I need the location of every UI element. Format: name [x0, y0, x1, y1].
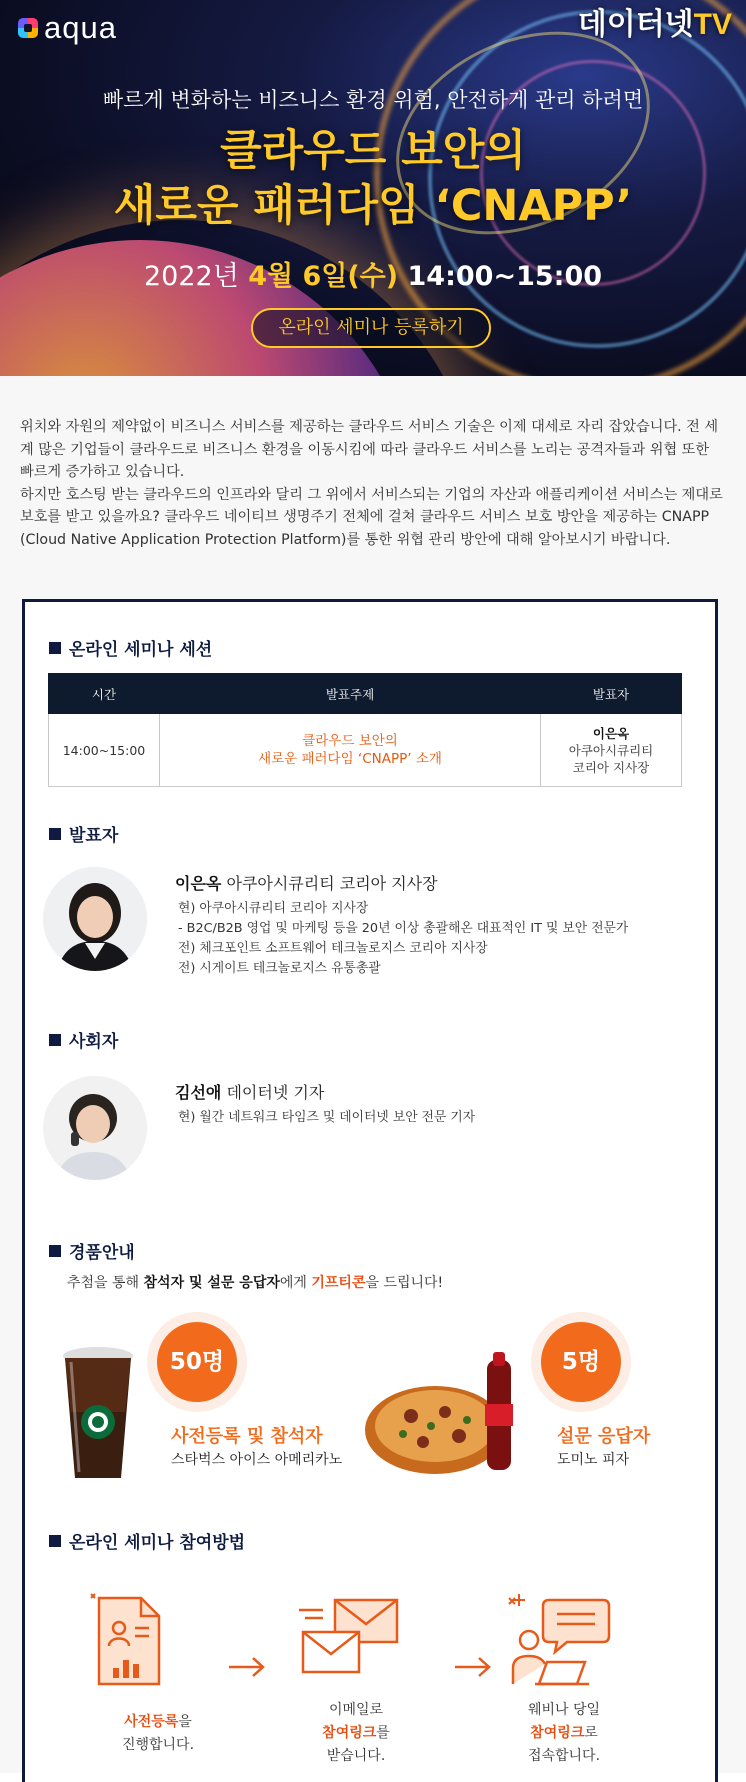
step-line: 접속합니다. [527, 1748, 601, 1764]
webinar-chat-icon [505, 1592, 615, 1688]
square-bullet-icon [49, 1245, 61, 1257]
section-heading-text: 경품안내 [69, 1243, 135, 1263]
gift-intro-highlight: 기프티콘 [311, 1275, 366, 1291]
table-row [49, 714, 682, 787]
prize-card-coffee [55, 1322, 343, 1492]
join-step-1 [73, 1711, 243, 1757]
step-text: 로 [584, 1725, 598, 1741]
join-step-3 [479, 1699, 649, 1768]
section-heading-text: 사회자 [69, 1032, 119, 1052]
hero-banner [0, 0, 746, 376]
section-heading-host [49, 1027, 118, 1052]
step-line [479, 1722, 649, 1745]
arrow-right-icon [453, 1656, 493, 1678]
step-line: 진행합니다. [121, 1737, 195, 1753]
step-highlight: 사전등록 [124, 1714, 179, 1730]
square-bullet-icon [49, 828, 61, 840]
speaker-org: 아쿠아시큐리티 [568, 742, 654, 758]
event-date [0, 254, 746, 293]
gift-intro-text: 을 드립니다! [365, 1275, 444, 1291]
step-line: 이메일로 [328, 1702, 384, 1718]
intro-paragraph: 위치와 자원의 제약없이 비즈니스 서비스를 제공하는 클라우드 서비스 기술은 이제 대세로 자리 잡았습니다. 전 세계 많은 기업들이 클라우드로 비즈니스 환경을 이동시킴에 따라 클라우드 서비스를 노리는 공격자들과 위협 또한 빠르게 증가하고 있습니다. [20, 419, 719, 480]
column-header: 발표자 [541, 674, 682, 714]
section-heading-gifts [49, 1238, 135, 1263]
step-highlight: 참여링크 [530, 1725, 585, 1741]
gift-intro-text: 추첨을 통해 [67, 1275, 144, 1291]
speaker-bio [178, 899, 628, 979]
gift-intro-text: 에게 [279, 1275, 312, 1291]
section-heading-text: 온라인 세미나 세션 [69, 640, 213, 660]
column-header: 발표주제 [160, 674, 541, 714]
speaker-avatar [43, 867, 147, 971]
host-role: 데이터넷 기자 [221, 1083, 325, 1102]
session-speaker [541, 714, 682, 787]
bio-line: 전) 체크포인트 소프트웨어 테크놀로지스 코리아 지사장 [178, 941, 488, 956]
arrow-right-icon [227, 1656, 267, 1678]
gift-intro-bold: 참석자 및 설문 응답자 [143, 1275, 280, 1291]
datanet-tv-logo[interactable] [578, 10, 732, 40]
event-year: 2022년 [143, 261, 239, 292]
prize-item: 도미노 피자 [557, 1452, 630, 1468]
tv-logo-text: TV [693, 8, 732, 41]
table-header-row [49, 674, 682, 714]
aqua-logo-icon [18, 18, 38, 38]
event-time: 14:00~15:00 [407, 261, 603, 292]
session-topic [160, 714, 541, 787]
event-day: 4월 6일(수) [248, 261, 399, 292]
register-button[interactable]: 온라인 세미나 등록하기 [251, 308, 491, 348]
bio-line: 현) 월간 네트워크 타임즈 및 데이터넷 보안 전문 기자 [178, 1110, 476, 1125]
email-link-icon [295, 1596, 405, 1682]
step-line [271, 1722, 441, 1745]
prize-title: 설문 응답자 [557, 1426, 651, 1447]
square-bullet-icon [49, 1034, 61, 1046]
speaker-name: 이은옥 [592, 725, 630, 741]
prize-title: 사전등록 및 참석자 [171, 1426, 323, 1447]
section-heading-text: 발표자 [69, 826, 119, 846]
prize-card-pizza [363, 1322, 663, 1492]
speaker-name: 이은옥 [175, 874, 222, 893]
topic-line: 새로운 패러다임 ‘CNAPP’ 소개 [258, 751, 442, 767]
square-bullet-icon [49, 1535, 61, 1547]
hero-title [0, 124, 746, 234]
step-highlight: 참여링크 [322, 1725, 377, 1741]
hero-subtitle: 빠르게 변화하는 비즈니스 환경 위험, 안전하게 관리 하려면 [102, 88, 644, 112]
join-step-2 [271, 1699, 441, 1768]
aqua-logo[interactable] [18, 12, 117, 43]
bio-line: 전) 시게이트 테크놀로지스 유통총괄 [178, 961, 381, 976]
host-avatar [43, 1076, 147, 1180]
bio-line: 현) 아쿠아시큐리티 코리아 지사장 [178, 901, 369, 916]
prize-count-badge: 5명 [541, 1322, 621, 1402]
speaker-name-line [175, 871, 438, 894]
prize-count-badge: 50명 [157, 1322, 237, 1402]
registration-document-icon [85, 1590, 169, 1690]
step-text: 을 [178, 1714, 192, 1730]
step-line [73, 1711, 243, 1734]
column-header: 시간 [49, 674, 160, 714]
host-photo [43, 1076, 147, 1180]
gift-intro [67, 1272, 443, 1292]
hero-title-line1: 클라우드 보안의 [220, 126, 526, 176]
step-text: 를 [376, 1725, 390, 1741]
hero-title-line2: 새로운 패러다임 ‘CNAPP’ [113, 181, 633, 231]
pizza-image [363, 1352, 523, 1482]
step-line: 받습니다. [326, 1748, 386, 1764]
datanet-logo-text: 데이터넷 [577, 8, 694, 41]
session-time: 14:00~15:00 [49, 714, 160, 787]
coffee-cup-image [61, 1342, 135, 1482]
speaker-title: 코리아 지사장 [572, 759, 650, 775]
aqua-logo-text: aqua [44, 10, 117, 45]
host-bio [178, 1108, 475, 1128]
host-name: 김선애 [175, 1083, 222, 1102]
prize-item: 스타벅스 아이스 아메리카노 [171, 1452, 343, 1468]
section-heading-session [49, 635, 212, 660]
section-heading-join [49, 1528, 245, 1553]
square-bullet-icon [49, 642, 61, 654]
intro-paragraph: 하지만 호스팅 받는 클라우드의 인프라와 달리 그 위에서 서비스되는 기업의 자산과 애플리케이션 서비스는 제대로 보호를 받고 있을까요? 클라우드 네이티브 생명주기 전체에 걸쳐 클라우드 서비스 보호 방안을 제공하는 CNAPP (Cloud Native Application Protection Platform)를 통한 위협 관리 방안에 대해 알아보시기 바랍니다. [20, 486, 723, 548]
step-line: 웨비나 당일 [527, 1702, 601, 1718]
speaker-photo [43, 867, 147, 971]
bio-line: - B2C/B2B 영업 및 마케팅 등을 20년 이상 총괄해온 대표적인 IT 및 보안 전문가 [178, 921, 629, 936]
topic-line: 클라우드 보안의 [302, 733, 398, 749]
speaker-role: 아쿠아시큐리티 코리아 지사장 [221, 874, 438, 893]
section-heading-text: 온라인 세미나 참여방법 [69, 1533, 246, 1553]
host-name-line [175, 1080, 324, 1103]
section-heading-speaker [49, 821, 118, 846]
session-table [48, 673, 682, 787]
seminar-info-box [22, 599, 718, 1782]
intro-text [20, 416, 726, 551]
